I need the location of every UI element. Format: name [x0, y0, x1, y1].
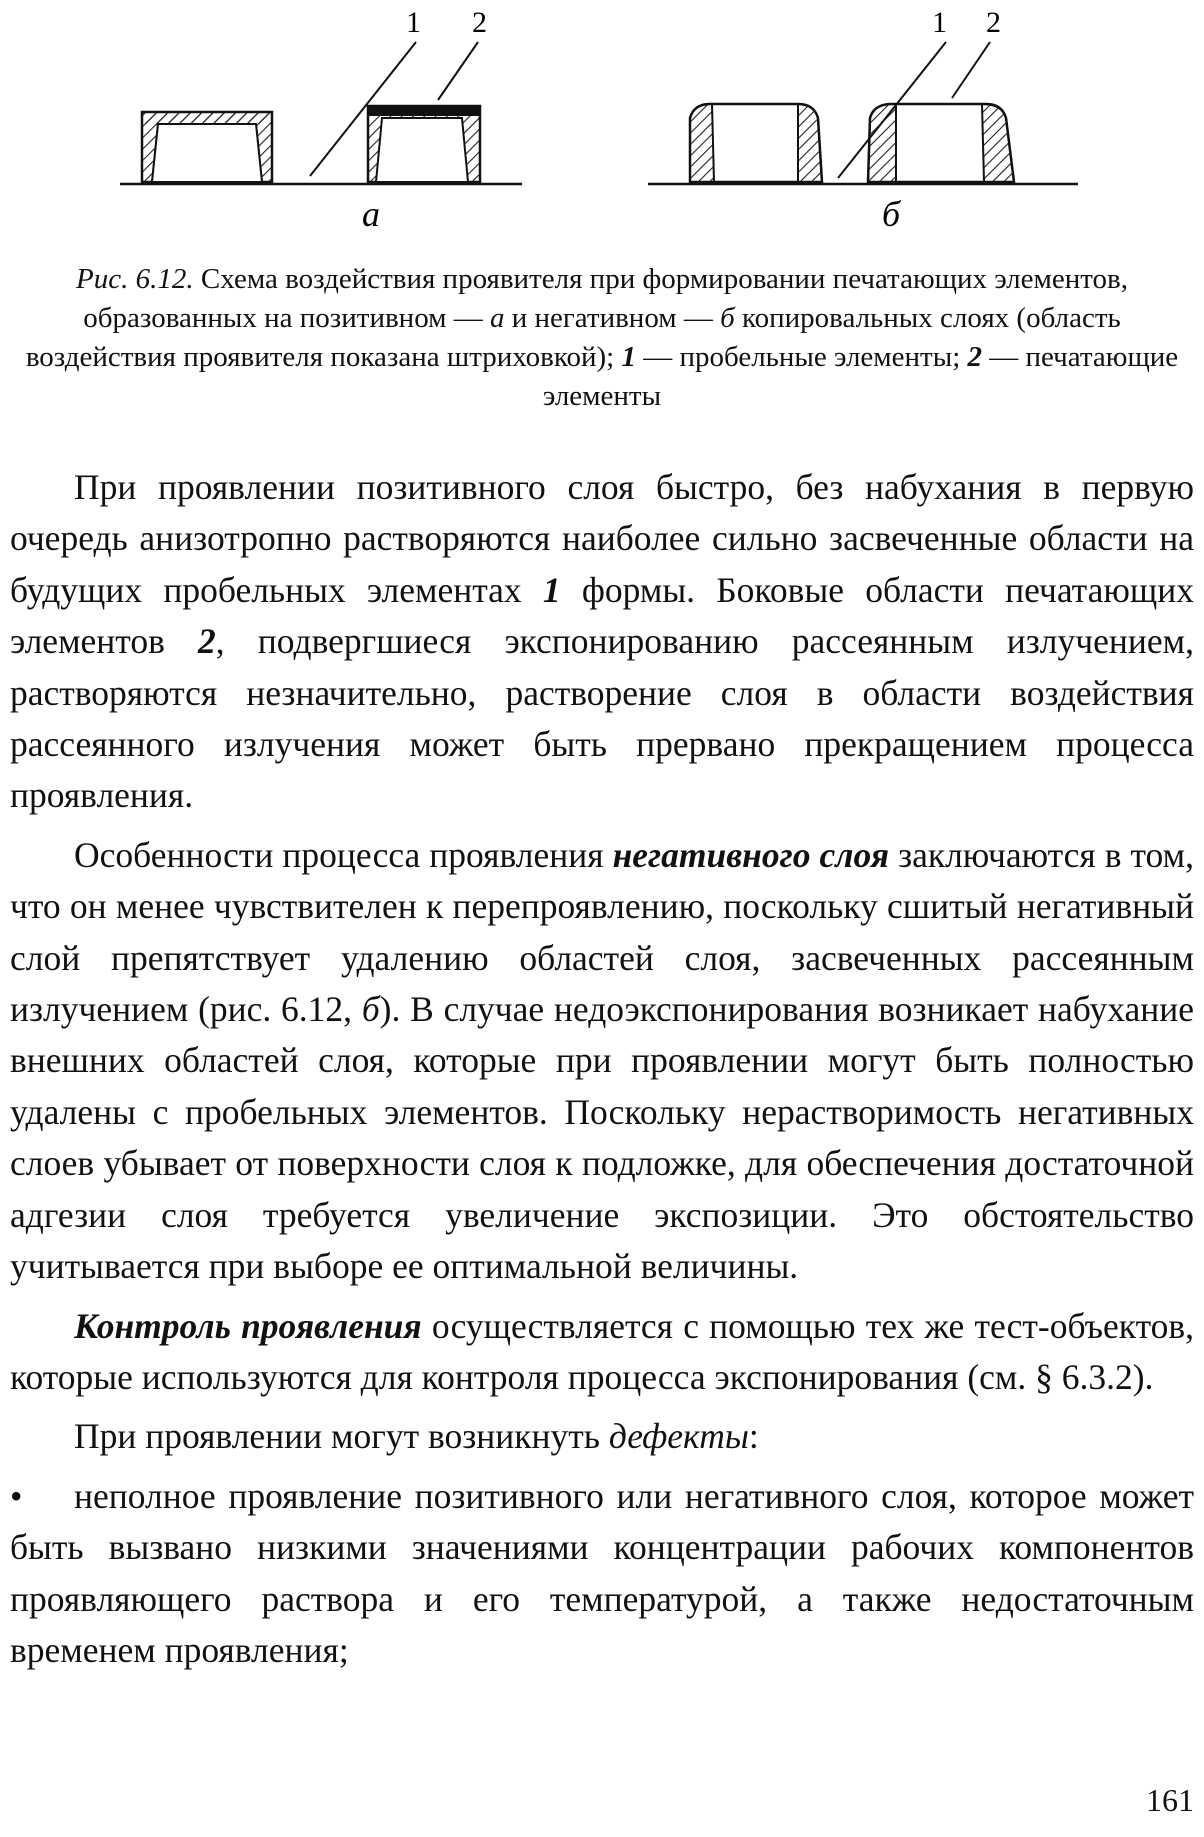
- paragraph-1: [10, 462, 1194, 822]
- p1-num-2: 2: [198, 621, 216, 662]
- caption-fig-ref: Рис. 6.12.: [76, 263, 194, 295]
- caption-num-2: 2: [967, 341, 982, 373]
- paragraph-3: [10, 1301, 1194, 1404]
- caption-b-letter: б: [720, 302, 735, 334]
- p1-num-1: 1: [542, 569, 561, 610]
- figure-caption: [8, 260, 1196, 416]
- page-number: 161: [1146, 1782, 1194, 1818]
- label-1-a: 1: [406, 6, 421, 39]
- p1-text-2: формы. Боковые области печатающих элементов: [10, 569, 1194, 662]
- bullet-item-1: [10, 1471, 1194, 1677]
- figure-6-12: [110, 0, 1090, 240]
- paragraph-2: [10, 830, 1194, 1293]
- printing-element-left-b: [690, 104, 822, 182]
- caption-text-5: — печатающие элементы: [542, 341, 1179, 412]
- body-text: [10, 462, 1194, 1684]
- p1-text-3: , подвергшиеся экспонированию рассеянным излучением, растворяются незначительно, растворение слоя в области воздействия рассеянного излучения может быть прервано прекращением процесса проявления.: [10, 621, 1194, 816]
- p2-text-3: ). В случае недоэкспонирования возникает набухание внешних областей слоя, которые при проявлении могут быть полностью удалены с пробельных элементов. Поскольку нерастворимость негативных слоев убывает от поверхности слоя к подложке, для обеспечения достаточной адгезии слоя требуется увеличение экспозиции. Это обстоятельство учитывается при выборе ее оптимальной величины.: [10, 989, 1194, 1287]
- p2-text-2: заключаются в том, что он менее чувствителен к перепроявлению, поскольку сшитый негативный слой препятствует удалению областей слоя, засвеченных рассеянным излучением (рис. 6.12,: [10, 834, 1194, 1030]
- printing-element-right-a: [368, 106, 480, 182]
- p2-text-1: Особенности процесса проявления: [74, 834, 613, 875]
- p1-text-1: При проявлении позитивного слоя быстро, без набухания в первую очередь анизотропно растворяются наиболее сильно засвеченные области на будущих пробельных элементах: [10, 467, 1194, 610]
- figure-part-a: [120, 6, 522, 234]
- label-2-a: 2: [472, 6, 487, 39]
- caption-text-2: и негативном —: [504, 302, 721, 334]
- sublabel-a: а: [362, 194, 380, 234]
- caption-text-4: — пробельные элементы;: [635, 341, 968, 373]
- p3-text-1: осуществляется с помощью тех же тест-объектов, которые используются для контроля процесса экспонирования (см. § 6.3.2).: [10, 1305, 1194, 1397]
- p4-emphasis: дефекты: [608, 1416, 749, 1457]
- printing-element-left-a: [142, 112, 272, 182]
- caption-text-3: копировальных слоях (область воздействия проявителя показана штриховкой);: [25, 302, 1121, 373]
- p2-emphasis: негативного слоя: [612, 834, 890, 875]
- paragraph-4: [10, 1411, 1194, 1462]
- label-2-b: 2: [986, 6, 1001, 39]
- printing-element-right-b: [868, 104, 1014, 182]
- figure-part-b: [648, 6, 1078, 234]
- caption-text-1: Схема воздействия проявителя при формировании печатающих элементов, образованных на позитивном —: [83, 263, 1128, 334]
- leader-2-b: [952, 42, 990, 98]
- caption-a-letter: а: [490, 302, 505, 334]
- bullet-text-1: неполное проявление позитивного или негативного слоя, которое может быть вызвано низкими значениями концентрации рабочих компонентов проявляющего раствора и его температурой, а также недостаточным временем проявления;: [10, 1475, 1194, 1670]
- p4-text-2: :: [748, 1416, 759, 1457]
- p4-text-1: При проявлении могут возникнуть: [74, 1416, 609, 1457]
- caption-num-1: 1: [621, 341, 636, 373]
- bullet-mark: •: [10, 1475, 23, 1516]
- sublabel-b: б: [882, 194, 901, 234]
- leader-2-a: [438, 42, 478, 100]
- label-1-b: 1: [932, 6, 947, 39]
- p2-ref: б: [361, 989, 380, 1030]
- p3-emphasis: Контроль проявления: [74, 1305, 422, 1346]
